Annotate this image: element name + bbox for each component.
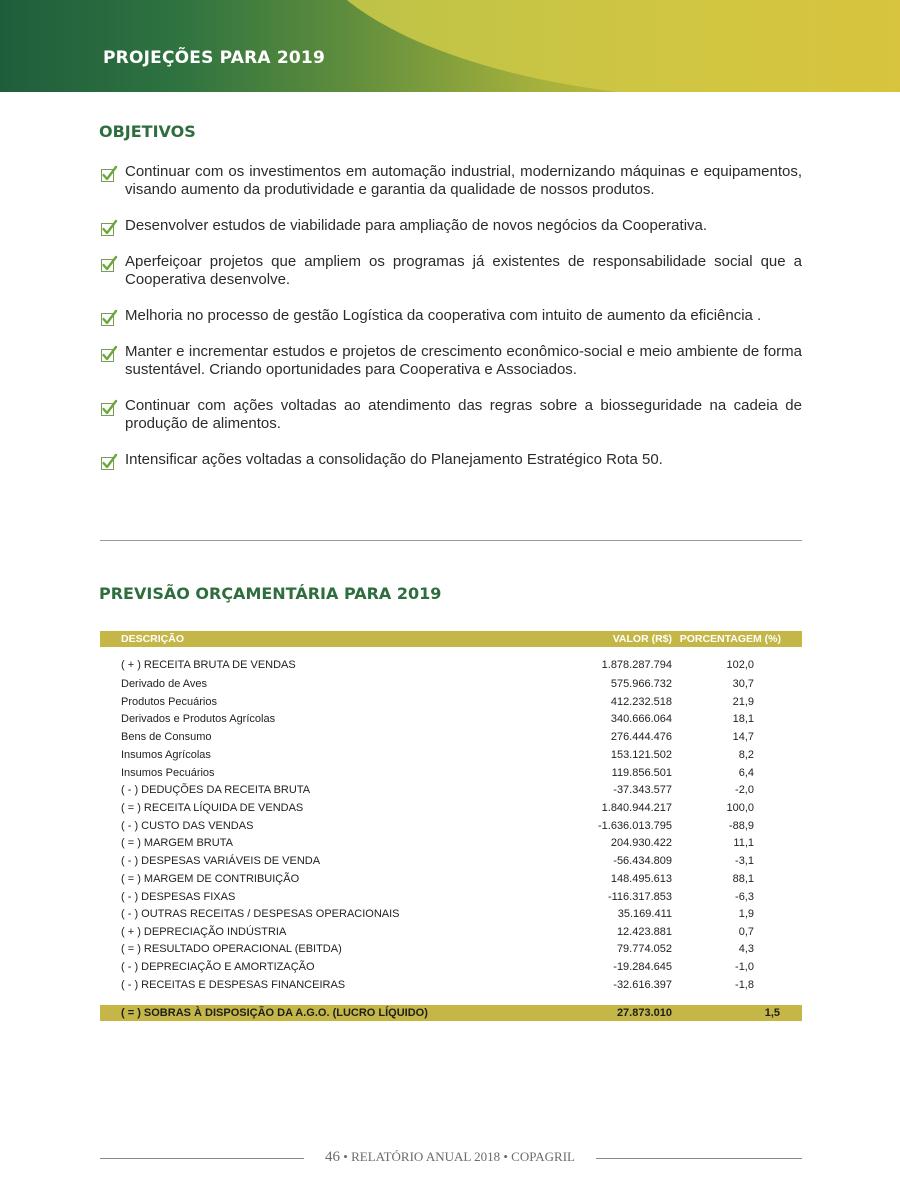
row-value: -56.434.809 <box>613 855 672 867</box>
row-value: 575.966.732 <box>610 678 672 690</box>
objective-text: Continuar com os investimentos em automação industrial, modernizando máquinas e equipamentos, visando aumento da produtividade e garantia da qualidade de nossos produtos. <box>125 163 802 198</box>
row-percent: -1,0 <box>735 961 754 973</box>
objective-item <box>100 307 802 325</box>
row-percent: 1,9 <box>738 908 754 920</box>
row-description: ( + ) RECEITA BRUTA DE VENDAS <box>121 659 296 671</box>
table-row <box>100 908 802 925</box>
table-row <box>100 961 802 978</box>
table-row <box>100 767 802 784</box>
row-value: 1.840.944.217 <box>601 802 672 814</box>
checkbox-check-icon <box>100 345 118 363</box>
row-percent: 21,9 <box>732 696 754 708</box>
footer-separator: • <box>503 1149 508 1164</box>
row-percent: 14,7 <box>732 731 754 743</box>
row-value: -1.636.013.795 <box>597 820 672 832</box>
page-header <box>0 0 900 92</box>
row-description: ( = ) RECEITA LÍQUIDA DE VENDAS <box>121 802 304 814</box>
row-percent: 4,3 <box>738 943 754 955</box>
row-description: ( - ) DEPRECIAÇÃO E AMORTIZAÇÃO <box>121 961 315 973</box>
row-percent: 8,2 <box>738 749 754 761</box>
footer-report: RELATÓRIO ANUAL 2018 <box>351 1149 501 1164</box>
row-value: 204.930.422 <box>610 837 672 849</box>
header-title: PROJEÇÕES PARA 2019 <box>103 48 325 68</box>
table-row <box>100 659 802 676</box>
footer-separator: • <box>343 1149 348 1164</box>
table-row <box>100 713 802 730</box>
table-row <box>100 731 802 748</box>
section-divider <box>100 540 802 541</box>
budget-total-row <box>100 1005 802 1021</box>
checkbox-check-icon <box>100 219 118 237</box>
footer-company: COPAGRIL <box>511 1149 575 1164</box>
table-row <box>100 943 802 960</box>
objective-item <box>100 217 802 235</box>
objective-item <box>100 451 802 469</box>
row-percent: -3,1 <box>735 855 754 867</box>
row-description: Insumos Pecuários <box>121 767 215 779</box>
row-description: ( + ) DEPRECIAÇÃO INDÚSTRIA <box>121 926 287 938</box>
row-percent: 30,7 <box>732 678 754 690</box>
row-description: ( = ) RESULTADO OPERACIONAL (EBITDA) <box>121 943 342 955</box>
row-description: Insumos Agrícolas <box>121 749 211 761</box>
row-value: 12.423.881 <box>616 926 672 938</box>
row-description: Derivados e Produtos Agrícolas <box>121 713 276 725</box>
page-number: 46 <box>325 1149 341 1165</box>
row-value: -32.616.397 <box>613 979 672 991</box>
row-description: ( = ) MARGEM DE CONTRIBUIÇÃO <box>121 873 300 885</box>
row-value: 153.121.502 <box>610 749 672 761</box>
footer-rule-right <box>596 1158 802 1159</box>
checkbox-check-icon <box>100 399 118 417</box>
objective-item <box>100 343 802 379</box>
column-header-value: VALOR (R$) <box>612 633 672 645</box>
row-percent: 11,1 <box>733 837 754 849</box>
objective-text: Continuar com ações voltadas ao atendimento das regras sobre a biosseguridade na cadeia de produção de alimentos. <box>125 397 802 432</box>
row-percent: 100,0 <box>726 802 754 814</box>
row-value: 276.444.476 <box>610 731 672 743</box>
row-percent: 102,0 <box>726 659 754 671</box>
row-value: 119.856.501 <box>611 767 672 779</box>
objectives-list <box>100 163 802 469</box>
row-description: ( = ) MARGEM BRUTA <box>121 837 233 849</box>
objective-item <box>100 397 802 433</box>
budget-heading: PREVISÃO ORÇAMENTÁRIA PARA 2019 <box>99 584 442 603</box>
row-value: 412.232.518 <box>610 696 672 708</box>
row-percent: 6,4 <box>738 767 754 779</box>
checkbox-check-icon <box>100 165 118 183</box>
table-row <box>100 926 802 943</box>
column-header-percent: PORCENTAGEM (%) <box>679 633 781 645</box>
row-percent: -88,9 <box>728 820 754 832</box>
row-value: -37.343.577 <box>613 784 672 796</box>
row-description: Bens de Consumo <box>121 731 212 743</box>
row-value: -19.284.645 <box>613 961 672 973</box>
row-value: 79.774.052 <box>616 943 672 955</box>
checkbox-check-icon <box>100 453 118 471</box>
row-value: 148.495.613 <box>610 873 672 885</box>
total-description: ( = ) SOBRAS À DISPOSIÇÃO DA A.G.O. (LUCRO LÍQUIDO) <box>121 1007 428 1019</box>
row-description: ( - ) CUSTO DAS VENDAS <box>121 820 254 832</box>
table-row <box>100 696 802 713</box>
row-percent: 18,1 <box>732 713 754 725</box>
objective-text: Manter e incrementar estudos e projetos de crescimento econômico-social e meio ambiente de forma sustentável. Criando oportunidades para Cooperativa e Associados. <box>125 343 802 378</box>
checkbox-check-icon <box>100 309 118 327</box>
objective-text: Aperfeiçoar projetos que ampliem os programas já existentes de responsabilidade social que a Cooperativa desenvolve. <box>125 253 802 288</box>
total-value: 27.873.010 <box>616 1007 672 1019</box>
row-percent: -2,0 <box>735 784 754 796</box>
row-percent: -6,3 <box>735 891 754 903</box>
row-description: ( - ) DEDUÇÕES DA RECEITA BRUTA <box>121 784 311 796</box>
row-percent: -1,8 <box>735 979 754 991</box>
row-description: ( - ) RECEITAS E DESPESAS FINANCEIRAS <box>121 979 346 991</box>
objectives-heading: OBJETIVOS <box>99 122 196 141</box>
checkbox-check-icon <box>100 255 118 273</box>
row-value: 35.169.411 <box>617 908 672 920</box>
column-header-description: DESCRIÇÃO <box>121 633 185 645</box>
table-row <box>100 784 802 801</box>
row-description: ( - ) OUTRAS RECEITAS / DESPESAS OPERACIONAIS <box>121 908 400 920</box>
row-percent: 88,1 <box>732 873 754 885</box>
objective-text: Intensificar ações voltadas a consolidação do Planejamento Estratégico Rota 50. <box>125 451 663 468</box>
row-value: -116.317.853 <box>607 891 672 903</box>
objective-text: Desenvolver estudos de viabilidade para ampliação de novos negócios da Cooperativa. <box>125 217 708 234</box>
table-row <box>100 873 802 890</box>
table-row <box>100 802 802 819</box>
table-row <box>100 678 802 695</box>
table-row <box>100 820 802 837</box>
objective-item <box>100 253 802 289</box>
header-swoosh <box>300 0 900 92</box>
footer-rule-left <box>100 1158 304 1159</box>
row-value: 340.666.064 <box>610 713 672 725</box>
row-percent: 0,7 <box>738 926 754 938</box>
objective-text: Melhoria no processo de gestão Logística da cooperativa com intuito de aumento da eficiência . <box>125 307 762 324</box>
table-row <box>100 979 802 996</box>
table-row <box>100 891 802 908</box>
row-description: Derivado de Aves <box>121 678 208 690</box>
total-percent: 1,5 <box>764 1007 780 1019</box>
budget-table-header <box>100 631 802 647</box>
row-description: Produtos Pecuários <box>121 696 217 708</box>
table-row <box>100 855 802 872</box>
row-value: 1.878.287.794 <box>601 659 672 671</box>
table-row <box>100 749 802 766</box>
row-description: ( - ) DESPESAS FIXAS <box>121 891 236 903</box>
table-row <box>100 837 802 854</box>
row-description: ( - ) DESPESAS VARIÁVEIS DE VENDA <box>121 855 321 867</box>
objective-item <box>100 163 802 199</box>
page-footer <box>308 1149 592 1166</box>
